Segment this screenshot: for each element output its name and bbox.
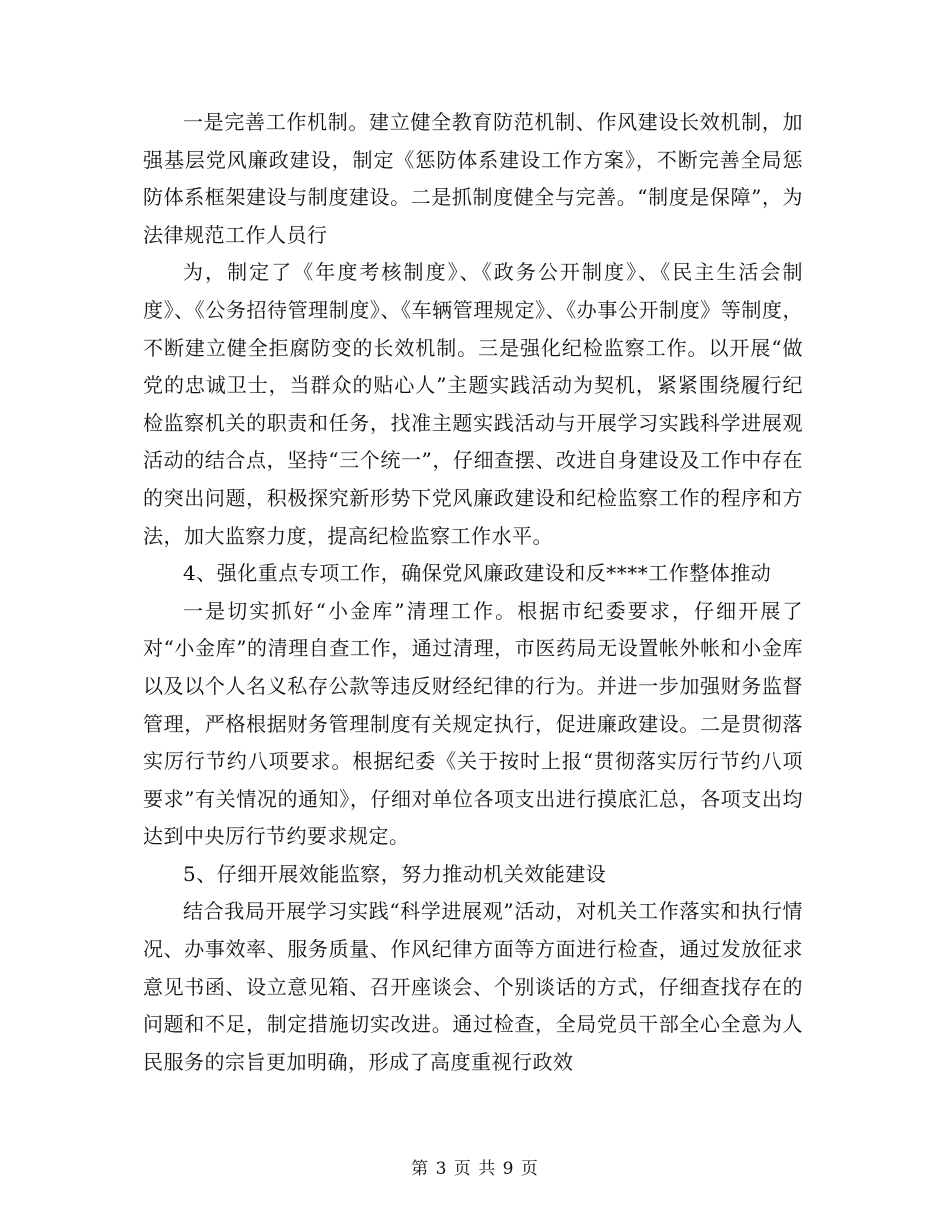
paragraph-3: 一是切实抓好“小金库”清理工作。根据市纪委要求，仔细开展了对“小金库”的清理自查工作，通过清理，市医药局无设置帐外帐和小金库以及以个人名义私存公款等违反财经纪律的行为。并进一步加强财务监督管理，严格根据财务管理制度有关规定执行，促进廉政建设。二是贯彻落实厉行节约八项要求。根据纪委《关于按时上报“贯彻落实厉行节约八项要求”有关情况的通知》，仔细对单位各项支出进行摸底汇总，各项支出均达到中央厉行节约要求规定。 [143,598,803,849]
paragraph-1: 一是完善工作机制。建立健全教育防范机制、作风建设长效机制，加强基层党风廉政建设，制定《惩防体系建设工作方案》，不断完善全局惩防体系框架建设与制度建设。二是抓制度健全与完善。“制度是保障”，为法律规范工作人员行 [143,110,803,247]
page-number-footer: 第 3 页 共 9 页 [411,1159,539,1179]
paragraph-4: 结合我局开展学习实践“科学进展观”活动，对机关工作落实和执行情况、办事效率、服务质量、作风纪律方面等方面进行检查，通过发放征求意见书函、设立意见箱、召开座谈会、个别谈话的方式，仔细查找存在的问题和不足，制定措施切实改进。通过检查，全局党员干部全心全意为人民服务的宗旨更加明确，形成了高度重视行政效 [143,899,803,1074]
document-body [143,104,803,1081]
paragraph-2: 为，制定了《年度考核制度》、《政务公开制度》、《民主生活会制度》、《公务招待管理制度》、《车辆管理规定》、《办事公开制度》等制度，不断建立健全拒腐防变的长效机制。三是强化纪检监察工作。以开展“做党的忠诚卫士，当群众的贴心人”主题实践活动为契机，紧紧围绕履行纪检监察机关的职责和任务，找准主题实践活动与开展学习实践科学进展观活动的结合点，坚持“三个统一”，仔细查摆、改进自身建设及工作中存在的突出问题，积极探究新形势下党风廉政建设和纪检监察工作的程序和方法，加大监察力度，提高纪检监察工作水平。 [143,260,803,548]
section-heading-4: 4、强化重点专项工作，确保党风廉政建设和反****工作整体推动 [183,561,772,586]
section-heading-5: 5、仔细开展效能监察，努力推动机关效能建设 [183,861,607,886]
